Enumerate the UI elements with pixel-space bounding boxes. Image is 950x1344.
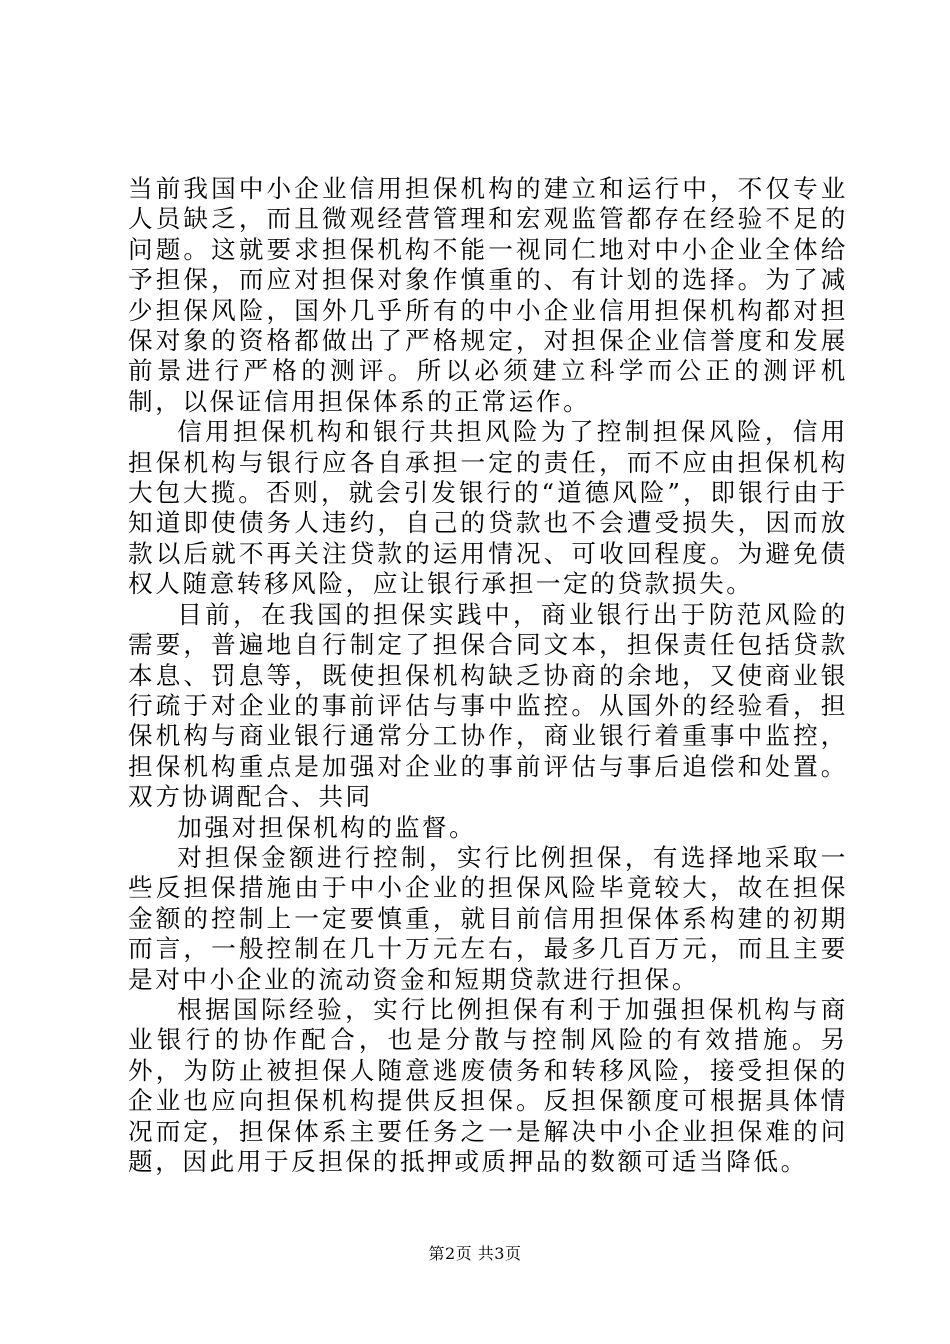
paragraph: 信用担保机构和银行共担风险为了控制担保风险，信用担保机构与银行应各自承担一定的责任，而不应由担保机构大包大揽。否则，就会引发银行的“道德风险”，即银行由于知道即使债务人违约，自己的贷款也不会遭受损失，因而放款以后就不再关注贷款的运用情况、可收回程度。为避免债权人随意转移风险，应让银行承担一定的贷款损失。 [128,417,848,599]
document-body [128,174,848,1177]
paragraph: 根据国际经验，实行比例担保有利于加强担保机构与商业银行的协作配合，也是分散与控制风险的有效措施。另外，为防止被担保人随意逃废债务和转移风险，接受担保的企业也应向担保机构提供反担保。反担保额度可根据具体情况而定，担保体系主要任务之一是解决中小企业担保难的问题，因此用于反担保的抵押或质押品的数额可适当降低。 [128,994,848,1176]
page-number-footer: 第2页 共3页 [428,1244,522,1263]
paragraph: 加强对担保机构的监督。 [177,812,477,842]
paragraph: 对担保金额进行控制，实行比例担保，有选择地采取一些反担保措施由于中小企业的担保风险毕竟较大，故在担保金额的控制上一定要慎重，就目前信用担保体系构建的初期而言，一般控制在几十万元左右，最多几百万元，而且主要是对中小企业的流动资金和短期贷款进行担保。 [128,842,848,994]
paragraph: 当前我国中小企业信用担保机构的建立和运行中，不仅专业人员缺乏，而且微观经营管理和宏观监管都存在经验不足的问题。这就要求担保机构不能一视同仁地对中小企业全体给予担保，而应对担保对象作慎重的、有计划的选择。为了减少担保风险，国外几乎所有的中小企业信用担保机构都对担保对象的资格都做出了严格规定，对担保企业信誉度和发展前景进行严格的测评。所以必须建立科学而公正的测评机制，以保证信用担保体系的正常运作。 [128,174,848,416]
paragraph: 目前，在我国的担保实践中，商业银行出于防范风险的需要，普遍地自行制定了担保合同文本，担保责任包括贷款本息、罚息等，既使担保机构缺乏协商的余地，又使商业银行疏于对企业的事前评估与事中监控。从国外的经验看，担保机构与商业银行通常分工协作，商业银行着重事中监控，担保机构重点是加强对企业的事前评估与事后追偿和处置。双方协调配合、共同 [128,599,848,812]
